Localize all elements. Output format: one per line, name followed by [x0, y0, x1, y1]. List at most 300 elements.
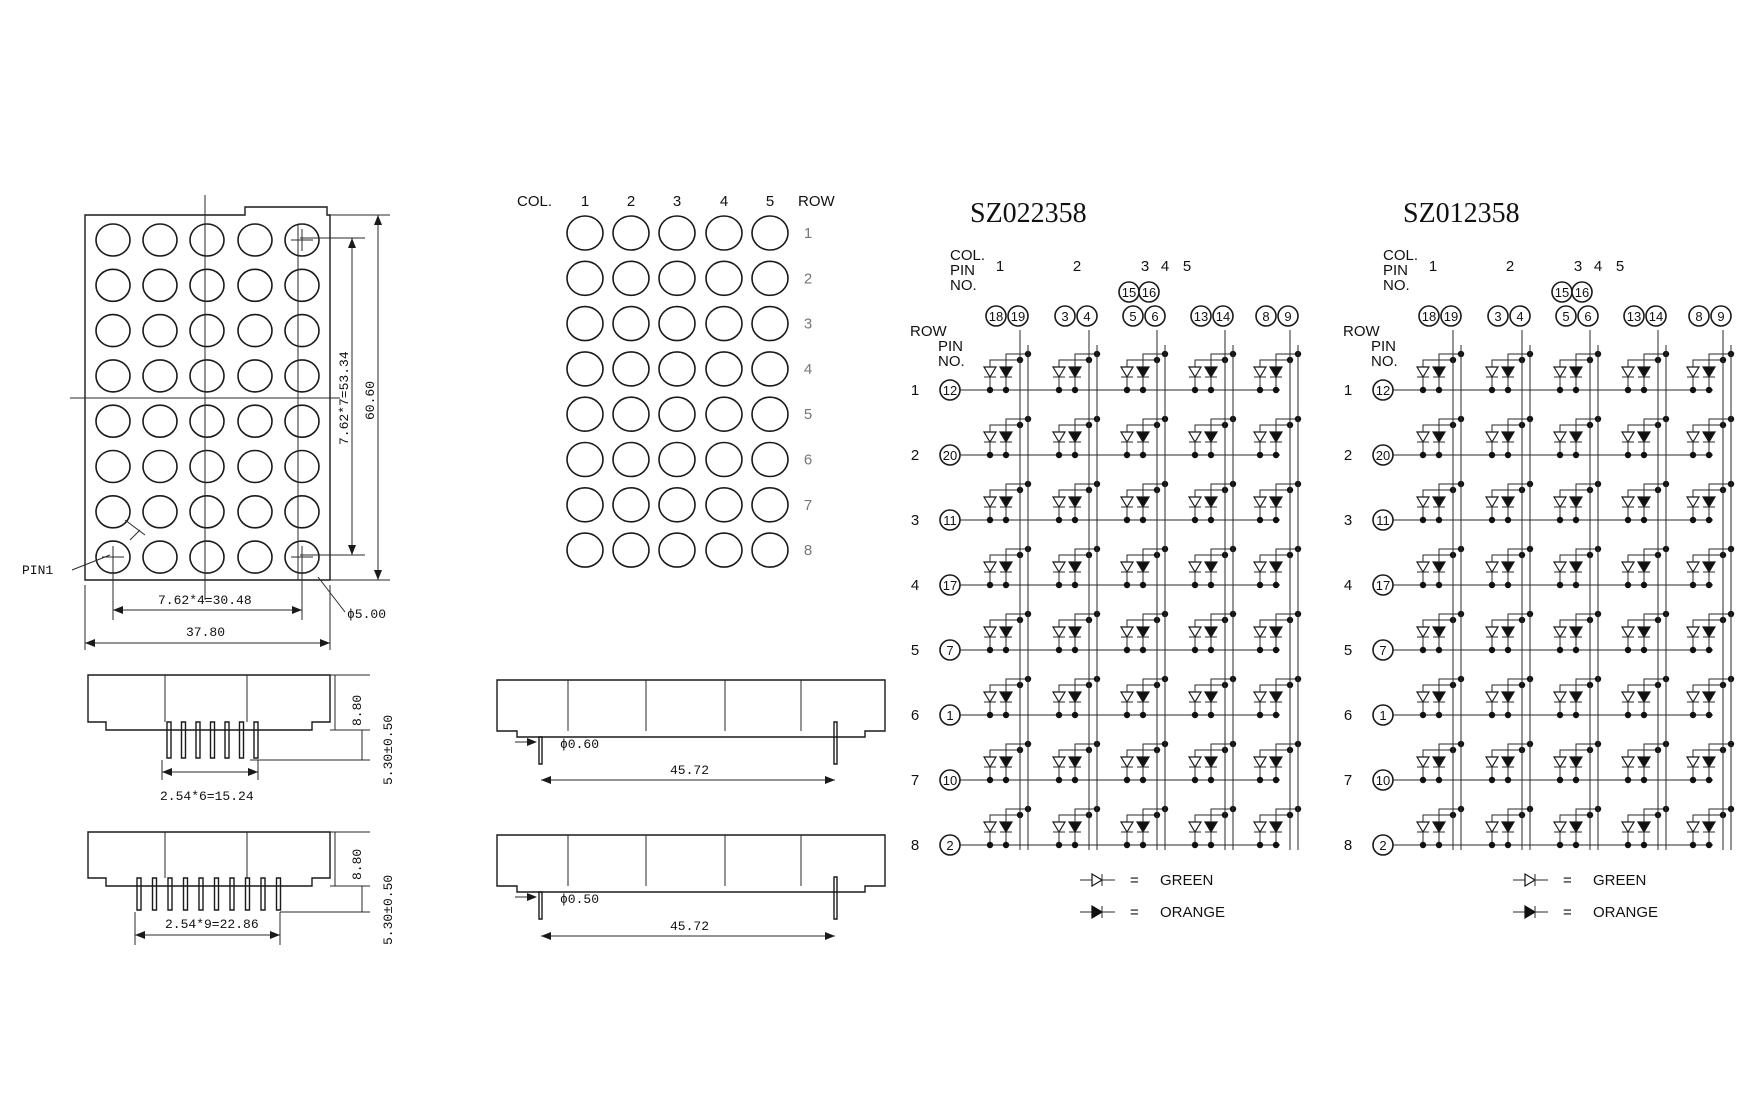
junction-dot	[1690, 712, 1696, 718]
junction-dot	[1056, 842, 1062, 848]
wire	[1628, 620, 1658, 627]
arrow	[292, 606, 302, 614]
pin-number: 3	[1494, 309, 1502, 324]
green-led-symbol	[1687, 822, 1699, 832]
orange-led-symbol	[1502, 497, 1514, 507]
led-dot	[143, 360, 177, 392]
green-led-symbol	[1554, 432, 1566, 442]
side-pin	[230, 878, 234, 910]
wire	[1560, 425, 1590, 432]
pin-number: 1	[1379, 708, 1387, 723]
led-dot	[567, 488, 603, 522]
led-dot	[613, 352, 649, 386]
led-dot	[190, 269, 224, 301]
green-led-symbol	[1121, 692, 1133, 702]
led-dot	[752, 443, 788, 477]
green-led-symbol	[984, 432, 996, 442]
junction-dot	[1192, 517, 1198, 523]
junction-dot	[1124, 582, 1130, 588]
col-number: 1	[995, 258, 1005, 275]
junction-dot	[1706, 582, 1712, 588]
junction-dot	[1192, 647, 1198, 653]
junction-dot	[1641, 777, 1647, 783]
dim-height: 60.60	[363, 380, 378, 420]
green-led-symbol	[1486, 822, 1498, 832]
side-pin	[168, 878, 172, 910]
green-led-symbol	[1417, 627, 1429, 637]
junction-dot	[1003, 647, 1009, 653]
side-pin	[261, 878, 265, 910]
pin-number: 2	[1379, 838, 1387, 853]
matrix-col-labels	[581, 193, 774, 210]
arrow	[541, 776, 551, 784]
dim-col-pitch: 7.62*4=30.48	[158, 593, 252, 608]
green-led-symbol	[1554, 367, 1566, 377]
matrix-col-label: 4	[719, 193, 729, 210]
green-led-symbol	[1121, 432, 1133, 442]
junction-dot	[1056, 452, 1062, 458]
led-dot	[659, 307, 695, 341]
row-number: 5	[1343, 642, 1353, 659]
junction-dot	[1625, 842, 1631, 848]
orange-led-symbol	[1570, 822, 1582, 832]
junction-dot	[987, 452, 993, 458]
junction-dot	[1124, 842, 1130, 848]
bottom-view-b-body	[497, 835, 885, 892]
junction-dot	[1505, 517, 1511, 523]
junction-dot	[1192, 777, 1198, 783]
led-dot	[613, 488, 649, 522]
orange-led-symbol	[1570, 627, 1582, 637]
junction-dot	[1124, 452, 1130, 458]
wire	[1423, 620, 1453, 627]
wire	[1195, 750, 1225, 757]
led-dot	[659, 216, 695, 250]
junction-dot	[1273, 387, 1279, 393]
junction-dot	[1072, 517, 1078, 523]
junction-dot	[1641, 712, 1647, 718]
orange-led-symbol	[1703, 497, 1715, 507]
orange-led-symbol	[1703, 822, 1715, 832]
bottom-pin	[539, 892, 542, 919]
wire	[1560, 815, 1590, 822]
junction-dot	[1140, 647, 1146, 653]
green-led-symbol	[1486, 432, 1498, 442]
junction-dot	[1557, 647, 1563, 653]
orange-led-symbol	[1703, 757, 1715, 767]
junction-dot	[1489, 647, 1495, 653]
green-led-symbol	[1053, 367, 1065, 377]
green-led-symbol	[1622, 692, 1634, 702]
green-led-symbol	[1622, 432, 1634, 442]
orange-led-symbol	[1205, 497, 1217, 507]
junction-dot	[987, 582, 993, 588]
matrix-col-label: 1	[580, 193, 590, 210]
col-number: 3	[1140, 258, 1150, 275]
orange-led-symbol	[1502, 627, 1514, 637]
junction-dot	[1003, 582, 1009, 588]
matrix-col-label: 3	[672, 193, 682, 210]
junction-dot	[1420, 582, 1426, 588]
green-led-symbol	[1254, 432, 1266, 442]
junction-dot	[1273, 582, 1279, 588]
wire	[990, 685, 1020, 692]
junction-dot	[1192, 712, 1198, 718]
led-dot	[96, 451, 130, 483]
matrix-row-label: 8	[803, 542, 813, 560]
orange-led-symbol	[1703, 692, 1715, 702]
col-number: 2	[1072, 258, 1082, 275]
junction-dot	[1124, 712, 1130, 718]
junction-dot	[1641, 647, 1647, 653]
pin-number: 9	[1284, 309, 1292, 324]
green-led-symbol	[1486, 497, 1498, 507]
bottom-pin	[834, 877, 837, 919]
orange-led-symbol	[1570, 757, 1582, 767]
green-led-symbol	[1417, 367, 1429, 377]
wire	[1127, 815, 1157, 822]
wire	[1693, 750, 1723, 757]
green-led-symbol	[1687, 432, 1699, 442]
green-led-symbol	[1687, 367, 1699, 377]
orange-led-symbol	[1000, 692, 1012, 702]
junction-dot	[1573, 452, 1579, 458]
led-dot	[285, 315, 319, 347]
led-dot	[567, 397, 603, 431]
bottom-pin	[539, 737, 542, 764]
led-dot	[238, 269, 272, 301]
green-led-symbol	[1554, 627, 1566, 637]
row-pin-label: NO.	[1371, 353, 1398, 370]
arrow	[320, 639, 330, 647]
junction-dot	[1505, 452, 1511, 458]
orange-led-symbol	[1638, 692, 1650, 702]
wire	[990, 555, 1020, 562]
green-led-symbol	[1053, 692, 1065, 702]
matrix-col-label: 2	[626, 193, 636, 210]
pin-number: 14	[1215, 309, 1231, 324]
orange-led-symbol	[1069, 562, 1081, 572]
orange-led-symbol	[1638, 432, 1650, 442]
orange-led-symbol	[1000, 432, 1012, 442]
arrow	[85, 639, 95, 647]
junction-dot	[1140, 387, 1146, 393]
dim-length-a: 45.72	[670, 763, 710, 778]
dim-pin-len-b: 5.30±0.50	[381, 874, 396, 945]
wire	[1127, 360, 1157, 367]
row-number: 6	[910, 707, 920, 724]
matrix-row-label: 6	[803, 451, 813, 469]
junction-dot	[987, 842, 993, 848]
row-number: 4	[910, 577, 920, 594]
led-dot	[613, 443, 649, 477]
pin-number: 6	[1584, 309, 1592, 324]
wire	[1423, 815, 1453, 822]
green-led-symbol	[1053, 822, 1065, 832]
orange-led-symbol	[1205, 692, 1217, 702]
junction-dot	[1505, 842, 1511, 848]
led-dot	[706, 216, 742, 250]
orange-led-symbol	[1433, 822, 1445, 832]
wire	[1059, 425, 1089, 432]
wire	[1260, 685, 1290, 692]
junction-dot	[1436, 582, 1442, 588]
matrix-row-label: 4	[803, 360, 813, 378]
led-dot	[659, 488, 695, 522]
dim-length-b: 45.72	[670, 919, 710, 934]
orange-led-symbol	[1703, 432, 1715, 442]
matrix-row-header: ROW	[798, 193, 835, 210]
orange-led-symbol	[1433, 757, 1445, 767]
pin1-mark-2	[130, 530, 140, 540]
junction-dot	[1706, 517, 1712, 523]
dim-pin-dia-a: ϕ0.60	[560, 737, 600, 752]
junction-dot	[1056, 712, 1062, 718]
matrix-row-label: 3	[803, 315, 813, 333]
side-pin	[137, 878, 141, 910]
led-dot	[190, 451, 224, 483]
led-dot	[706, 533, 742, 567]
wire	[1693, 620, 1723, 627]
green-led-symbol	[1622, 367, 1634, 377]
junction-dot	[1573, 517, 1579, 523]
matrix-row-labels	[804, 225, 812, 559]
orange-led-symbol	[1638, 627, 1650, 637]
junction-dot	[1003, 387, 1009, 393]
junction-dot	[1489, 452, 1495, 458]
wire	[990, 620, 1020, 627]
orange-led-symbol	[1205, 367, 1217, 377]
green-led-symbol	[1121, 627, 1133, 637]
row-number: 8	[910, 837, 920, 854]
junction-dot	[987, 387, 993, 393]
pin-number: 8	[1695, 309, 1703, 324]
led-dot	[143, 496, 177, 528]
junction-dot	[1072, 387, 1078, 393]
green-led-symbol	[984, 367, 996, 377]
green-led-symbol	[1254, 822, 1266, 832]
col-pin-label: PIN	[950, 262, 976, 279]
side-view-a-body	[88, 675, 330, 730]
led-dot	[190, 496, 224, 528]
junction-dot	[1436, 387, 1442, 393]
pin-number: 18	[988, 309, 1004, 324]
green-led-symbol	[1189, 367, 1201, 377]
row-number: 2	[1343, 447, 1353, 464]
green-led-symbol	[1687, 692, 1699, 702]
green-led-symbol	[1486, 757, 1498, 767]
junction-dot	[1140, 712, 1146, 718]
wire	[1127, 555, 1157, 562]
junction-dot	[1140, 777, 1146, 783]
junction-dot	[1573, 777, 1579, 783]
pin-number: 3	[1061, 309, 1069, 324]
arrow	[527, 738, 537, 746]
junction-dot	[1505, 712, 1511, 718]
wire	[1492, 815, 1522, 822]
junction-dot	[1124, 777, 1130, 783]
pin-number: 14	[1648, 309, 1664, 324]
side-view-a-pins	[167, 722, 258, 758]
row-pin-label: ROW	[1343, 323, 1380, 340]
pin-number: 13	[1193, 309, 1209, 324]
pin-number: 12	[942, 383, 958, 398]
wire	[1492, 490, 1522, 497]
orange-led-symbol	[1069, 757, 1081, 767]
orange-led-symbol	[1205, 562, 1217, 572]
led-dot	[706, 397, 742, 431]
green-led-symbol	[1417, 497, 1429, 507]
led-dot	[752, 533, 788, 567]
junction-dot	[1072, 452, 1078, 458]
legend-equals: =	[1563, 872, 1572, 889]
wire	[1423, 490, 1453, 497]
pin-number: 12	[1375, 383, 1391, 398]
led-dot	[706, 261, 742, 295]
orange-led-symbol	[1433, 367, 1445, 377]
arrow	[374, 215, 382, 225]
wire	[1693, 490, 1723, 497]
wire	[1423, 750, 1453, 757]
wire	[1127, 685, 1157, 692]
wire	[1127, 620, 1157, 627]
side-pin	[153, 878, 157, 910]
led-dot	[752, 488, 788, 522]
orange-led-symbol	[1205, 757, 1217, 767]
orange-led-symbol	[1270, 367, 1282, 377]
green-led-symbol	[1053, 627, 1065, 637]
junction-dot	[1436, 777, 1442, 783]
col-number: 5	[1182, 258, 1192, 275]
green-led-symbol	[1554, 822, 1566, 832]
junction-dot	[1489, 777, 1495, 783]
led-dot	[567, 216, 603, 250]
row-number: 5	[910, 642, 920, 659]
pin-number: 15	[1121, 285, 1137, 300]
dim-body-b: 8.80	[350, 848, 365, 880]
legend-green-symbol	[1525, 874, 1535, 886]
side-view-b-pins	[137, 878, 281, 910]
pin1-mark	[125, 520, 145, 535]
pin-number: 19	[1010, 309, 1026, 324]
green-led-symbol	[1417, 692, 1429, 702]
wire	[1127, 425, 1157, 432]
wire	[1628, 685, 1658, 692]
wire	[1693, 360, 1723, 367]
pin-number: 20	[942, 448, 958, 463]
wire	[1059, 490, 1089, 497]
row-number: 1	[910, 382, 920, 399]
wire	[1059, 685, 1089, 692]
pin-number: 11	[943, 513, 957, 528]
junction-dot	[1706, 452, 1712, 458]
bottom-view-b	[497, 835, 885, 940]
wire	[1560, 750, 1590, 757]
wire	[1693, 425, 1723, 432]
orange-led-symbol	[1137, 627, 1149, 637]
orange-led-symbol	[1502, 757, 1514, 767]
bottom-view-a-body	[497, 680, 885, 737]
junction-dot	[1257, 452, 1263, 458]
wire	[990, 815, 1020, 822]
orange-led-symbol	[1502, 367, 1514, 377]
front-view-dot-grid	[96, 224, 319, 573]
led-dot	[190, 315, 224, 347]
led-dot	[238, 360, 272, 392]
col-number: 5	[1615, 258, 1625, 275]
led-dot	[613, 533, 649, 567]
orange-led-symbol	[1137, 692, 1149, 702]
led-dot	[238, 315, 272, 347]
orange-led-symbol	[1069, 627, 1081, 637]
wire	[1423, 425, 1453, 432]
pin-number: 20	[1375, 448, 1391, 463]
pin-number: 5	[1129, 309, 1137, 324]
junction-dot	[1208, 452, 1214, 458]
dot-dia-leader	[318, 577, 345, 612]
orange-led-symbol	[1703, 562, 1715, 572]
green-led-symbol	[1486, 562, 1498, 572]
green-led-symbol	[1121, 562, 1133, 572]
orange-led-symbol	[1638, 367, 1650, 377]
junction-dot	[1557, 712, 1563, 718]
legend-orange-symbol	[1525, 906, 1535, 918]
pin-number: 10	[1375, 773, 1391, 788]
wire	[1059, 555, 1089, 562]
wire	[1195, 815, 1225, 822]
green-led-symbol	[1486, 367, 1498, 377]
orange-led-symbol	[1570, 367, 1582, 377]
led-dot	[143, 315, 177, 347]
green-led-symbol	[1687, 757, 1699, 767]
side-pin	[277, 878, 281, 910]
junction-dot	[1706, 777, 1712, 783]
junction-dot	[1208, 582, 1214, 588]
wire	[990, 360, 1020, 367]
green-led-symbol	[984, 562, 996, 572]
led-dot	[190, 360, 224, 392]
green-led-symbol	[1687, 627, 1699, 637]
side-pin	[184, 878, 188, 910]
side-pin	[246, 878, 250, 910]
junction-dot	[1625, 452, 1631, 458]
col-pin-label: PIN	[1383, 262, 1409, 279]
pin-number: 17	[942, 578, 958, 593]
junction-dot	[1436, 842, 1442, 848]
junction-dot	[1706, 647, 1712, 653]
junction-dot	[1420, 647, 1426, 653]
row-number: 4	[1343, 577, 1353, 594]
wire	[1693, 815, 1723, 822]
wire	[1260, 360, 1290, 367]
led-dot	[706, 352, 742, 386]
junction-dot	[1557, 777, 1563, 783]
junction-dot	[1625, 387, 1631, 393]
junction-dot	[1003, 452, 1009, 458]
led-dot	[285, 451, 319, 483]
green-led-symbol	[1554, 497, 1566, 507]
green-led-symbol	[1622, 627, 1634, 637]
green-led-symbol	[1053, 497, 1065, 507]
led-dot	[613, 307, 649, 341]
side-pin	[225, 722, 229, 758]
junction-dot	[1706, 842, 1712, 848]
arrow	[113, 606, 123, 614]
junction-dot	[987, 712, 993, 718]
legend-orange-symbol	[1092, 906, 1102, 918]
wire	[1628, 815, 1658, 822]
junction-dot	[1557, 387, 1563, 393]
